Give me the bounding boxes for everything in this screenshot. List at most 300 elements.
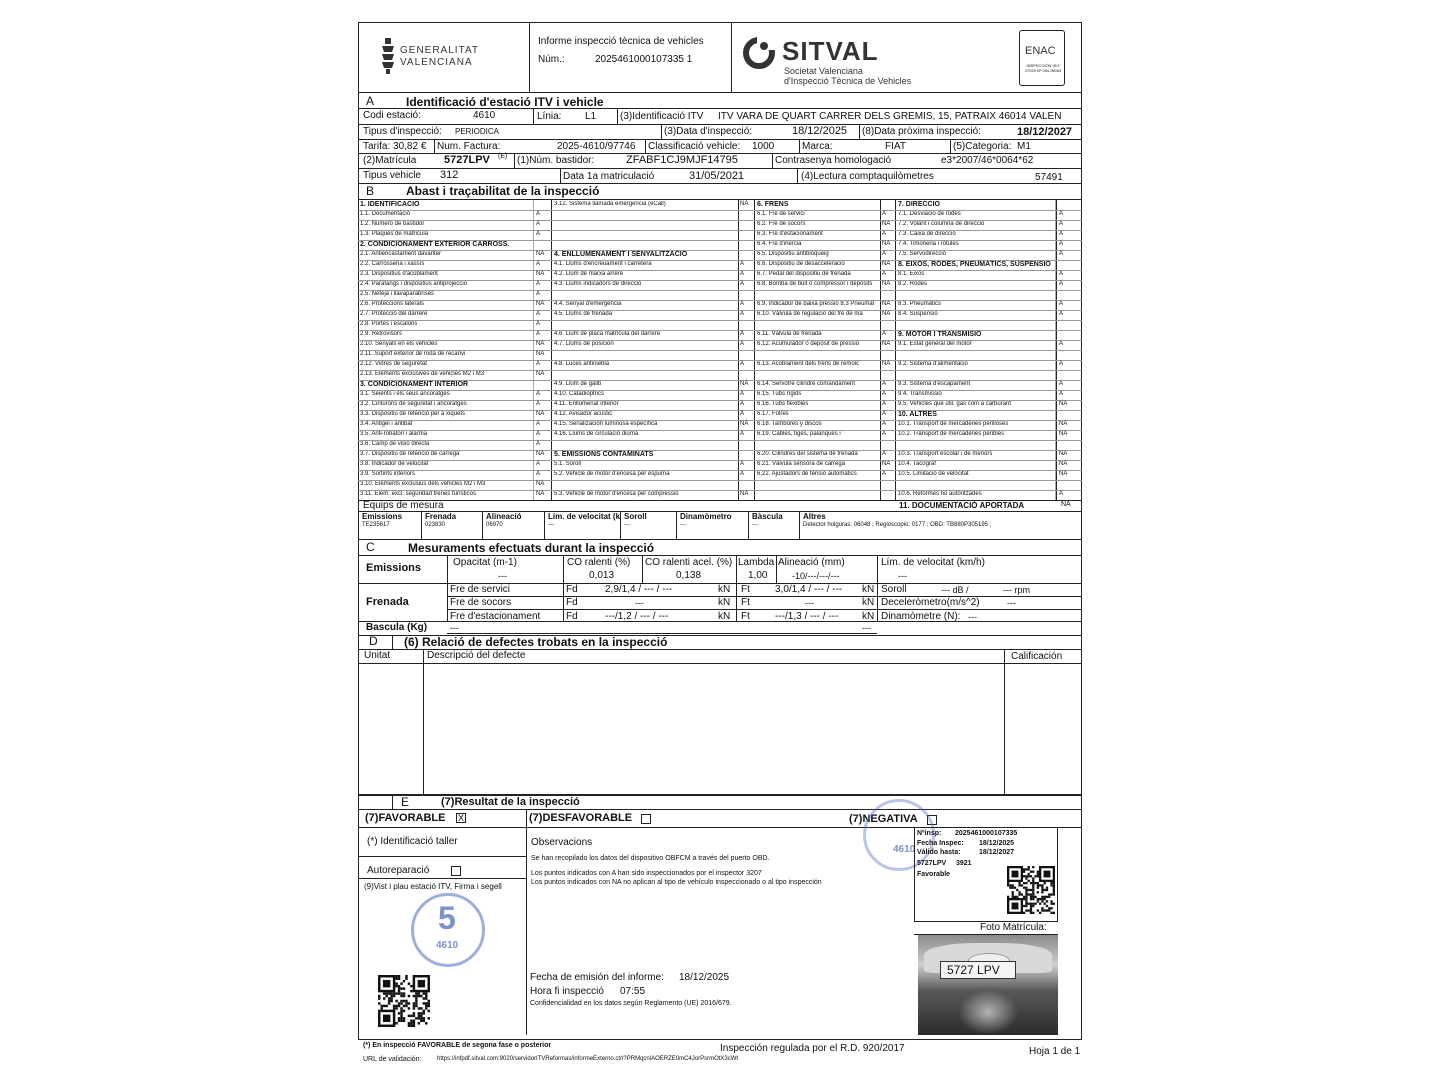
inspection-item: 7.3. Caixa de direcció	[898, 231, 956, 237]
section-c-letter: C	[366, 540, 375, 554]
bascula-label: Bascula (Kg)	[366, 622, 428, 633]
comptaquilometres-label: (4)Lectura comptaquilòmetres	[801, 171, 934, 182]
contrasenya-value: e3*2007/46*0064*62	[941, 155, 1034, 166]
inspection-item-result: NA	[882, 241, 891, 247]
confidencialidad: Confidencialidad en los datos según Reglamento (UE) 2016/679.	[530, 1000, 732, 1007]
co-ralenti-acel-value: 0,138	[676, 570, 702, 581]
inspection-item: 1. IDENTIFICACIÓ	[360, 201, 420, 208]
section-e-letter: E	[401, 795, 410, 809]
co-ralenti-value: 0,013	[589, 570, 615, 581]
sitval-logo	[742, 36, 776, 75]
inspection-item: 2.13. Elements exclusives de vehicles M2 i M3	[360, 371, 485, 377]
lambda-label: Lambda	[738, 557, 775, 568]
inspection-item-result: A	[1059, 281, 1064, 287]
inspection-item-result: NA	[882, 361, 891, 367]
inspection-item: 3.9. Sortints interiors	[360, 471, 416, 477]
inspection-item-result: A	[740, 311, 745, 317]
inspection-item: 4.15. Señalización luminosa específica	[554, 421, 658, 427]
inspection-item-result: A	[536, 461, 541, 467]
gov-name-line2: VALENCIANA	[400, 57, 473, 68]
report-num-label: Núm.:	[538, 54, 565, 65]
inspection-item-result: A	[1059, 381, 1064, 387]
section-c-title: Mesuraments efectuats durant la inspecció	[408, 541, 655, 555]
stamp-code: 4610	[436, 940, 459, 951]
inspection-item: 4.3. Llums indicadors de direcció	[554, 281, 642, 287]
inspection-item-result: A	[536, 261, 541, 267]
inspection-item: 6.14. Servofre cilindre comandament	[757, 381, 856, 387]
defects-list-area	[358, 663, 1082, 795]
marca-value: FIAT	[885, 141, 906, 152]
inspection-item-result: NA	[536, 301, 545, 307]
equips-row: Emissions TE235617 Frenada 023830 Alineació 06970 Lím. de velocitat (k --- Soroll --- Dinamòmetro --- Bàscula --- Altres Detector holguras: 06048 ; Regloscopio: 0177 ; OBD: TB880P305195 ;	[358, 511, 1082, 539]
inspection-item-result: A	[536, 331, 541, 337]
bastidor-label: (1)Núm. bastidor:	[517, 155, 595, 166]
inspection-item: 8.4. Suspensió	[898, 311, 938, 317]
inspection-item-result: A	[882, 231, 887, 237]
inspection-item: 4.8. Luces antiniebla	[554, 361, 610, 367]
inspection-item: 3.6. Camp de visió directa	[360, 441, 430, 447]
inspection-item: 4. ENLLUMENAMENT I SENYALITZACIÓ	[554, 251, 688, 258]
gov-crest-icon	[380, 38, 396, 74]
inspection-item: 2.3. Dispositius d'acoblament	[360, 271, 438, 277]
inspection-item-result: NA	[1059, 461, 1068, 467]
frenada-label: Frenada	[366, 596, 409, 608]
inspection-item: 4.2. Llum de marxa arrere	[554, 271, 624, 277]
inspection-item-result: A	[1059, 341, 1064, 347]
num-factura-label: Num. Factura:	[437, 141, 501, 152]
inspection-item: 2.7. Protecció del darrere	[360, 311, 428, 317]
inspection-item: 4.1. Llums d'encreuament i carretera	[554, 261, 652, 267]
section-e-title: (7)Resultat de la inspecció	[441, 796, 580, 808]
inspection-item: 6.10. Vàlvula de regulació del fre de mà	[757, 311, 863, 317]
tipus-vehicle-label: Tipus vehicle	[363, 170, 421, 181]
opacitat-value: ---	[498, 571, 507, 581]
inspection-item: 10.1. Transport de mercaderies perilloses	[898, 421, 1009, 427]
favorable-checkbox[interactable]: X	[457, 813, 464, 823]
foto-matricula-label: Foto Matrícula:	[980, 922, 1047, 933]
inspection-item: 5. EMISSIONS CONTAMINATS	[554, 451, 654, 458]
inspection-item-result: A	[882, 391, 887, 397]
num-factura-value: 2025-4610/97746	[557, 141, 636, 152]
inspection-item-result: A	[740, 391, 745, 397]
doc-aportada-value: NA	[1061, 501, 1071, 508]
inspection-item: 10. ALTRES	[898, 411, 937, 418]
section-a-title: Identificació d'estació ITV i vehicle	[406, 95, 604, 109]
identificacio-itv-value: ITV VARA DE QUART CARRER DELS GREMIS, 15, PATRAIX 46014 VALEN	[718, 111, 1062, 122]
inspection-item: 6.12. Acumulador o depòsit de pressió	[757, 341, 860, 347]
enac-badge	[1019, 30, 1065, 86]
license-plate-text: 5727 LPV	[947, 963, 1000, 977]
observacio-2: Los puntos indicados con A han sido inspeccionados por el inspector 3207	[531, 870, 762, 877]
inspection-item-result: A	[740, 301, 745, 307]
identificacio-taller: (*) Identificació taller	[367, 836, 458, 847]
inspection-item: 6.19. Cables, tiges, palanques i	[757, 431, 841, 437]
inspection-item-result: A	[536, 291, 541, 297]
data-proxima-value: 18/12/2027	[1017, 126, 1073, 138]
inspection-item: 6.20. Cilindres del sistema de frenada	[757, 451, 858, 457]
inspection-item-result: A	[740, 331, 745, 337]
inspection-item-result: A	[882, 401, 887, 407]
inspection-item-result: A	[740, 341, 745, 347]
inspection-item-result: A	[740, 401, 745, 407]
inspection-item-result: A	[882, 251, 887, 257]
inspection-item: 7.1. Desviació de rodes	[898, 211, 961, 217]
inspection-item: 6. FRENS	[757, 201, 789, 208]
tipus-inspeccio-value: PERIODICA	[455, 127, 500, 136]
co-ralenti-acel-label: CO ralenti acel. (%)	[645, 557, 733, 568]
tipus-inspeccio-label: Tipus d'inspecció:	[363, 126, 442, 137]
inspection-item: 6.18. Tambores y discos	[757, 421, 822, 427]
fecha-emision-value: 18/12/2025	[679, 972, 730, 983]
inspection-item: 5.2. Vehicle de motor d'encesa per espurna	[554, 471, 670, 477]
inspection-item-result: A	[882, 431, 887, 437]
data-matriculacio-value: 31/05/2021	[689, 170, 745, 182]
classificacio-label: Classificació vehicle:	[648, 141, 741, 152]
inspection-item: 9.2. Sistema d'alimentació	[898, 361, 968, 367]
inspection-item-result: A	[740, 361, 745, 367]
inspection-item-result: A	[882, 271, 887, 277]
qr-code-icon	[378, 975, 430, 1027]
inspection-item-result: A	[536, 401, 541, 407]
inspection-item-result: NA	[882, 341, 891, 347]
tipus-vehicle-value: 312	[440, 169, 459, 181]
inspection-item: 9.4. Transmissió	[898, 391, 942, 397]
license-plate	[940, 961, 1016, 979]
inspection-item-result: A	[1059, 241, 1064, 247]
inspection-item-result: A	[740, 281, 745, 287]
codi-estacio-label: Codi estació:	[363, 110, 421, 121]
inspection-item-result: A	[536, 231, 541, 237]
inspection-item: 1.2. Número de bastidor	[360, 221, 425, 227]
inspection-item-result: A	[536, 471, 541, 477]
inspection-item: 10.3. Transport escolar i de menors	[898, 451, 993, 457]
inspection-item-result: NA	[536, 451, 545, 457]
alineacio-value: -10/---/---/---	[792, 571, 840, 581]
section-b-title: Abast i traçabilitat de la inspecció	[406, 184, 600, 198]
inspection-item: 2. CONDICIONAMENT EXTERIOR CARROSS.	[360, 241, 510, 248]
observacions-title: Observacions	[531, 837, 593, 848]
inspection-item-result: NA	[882, 261, 891, 267]
inspection-item-result: A	[882, 471, 887, 477]
stamp-number: 5	[438, 900, 456, 936]
sitval-name: SITVAL	[782, 36, 879, 66]
inspection-item-result: NA	[536, 481, 545, 487]
section-d-letter: D	[369, 634, 378, 648]
inspection-item: 8.2. Rodes	[898, 281, 928, 287]
enac-logo-text: ENAC	[1025, 45, 1056, 57]
lim-velocitat-label: Lím. de velocitat (km/h)	[881, 557, 985, 568]
inspection-item: 2.2. Carrosseria i xassís	[360, 261, 425, 267]
matricula-label: (2)Matrícula	[363, 155, 417, 166]
inspection-item-result: A	[536, 311, 541, 317]
inspection-item: 4.5. Llums de frenada	[554, 311, 613, 317]
gov-name-line1: GENERALITAT	[400, 45, 479, 56]
inspection-item: 8.1. Eixos	[898, 271, 925, 277]
gov-logo	[380, 38, 396, 74]
inspection-item-result: NA	[740, 491, 749, 497]
inspection-item: 2.12. Vidres de seguretat	[360, 361, 427, 367]
data-proxima-label: (8)Data pròxima inspecció:	[862, 126, 981, 137]
contrasenya-label: Contrasenya homologació	[775, 155, 892, 166]
inspection-item-result: A	[882, 421, 887, 427]
inspection-item-result: A	[536, 281, 541, 287]
inspection-item-result: NA	[536, 351, 545, 357]
inspection-item: 6.8. Bomba de buit o compressor i depòsits	[757, 281, 873, 287]
inspection-item: 3.8. Indicador de velocitat	[360, 461, 429, 467]
col-calificacion: Calificación	[1011, 651, 1063, 662]
inspection-item: 6.15. Tubs rígids	[757, 391, 802, 397]
stamp-code-right: 4610	[893, 844, 916, 855]
inspection-item-result: NA	[882, 301, 891, 307]
inspection-item-result: A	[740, 471, 745, 477]
inspection-item: 4.4. Senyal d'emergència	[554, 301, 622, 307]
inspection-item-result: A	[882, 211, 887, 217]
inspection-item-result: A	[536, 421, 541, 427]
identificacio-itv-label: (3)Identificació ITV	[620, 111, 704, 122]
categoria-value: M1	[1017, 141, 1031, 152]
sitval-ring-icon	[742, 36, 776, 70]
inspection-item: 6.13. Acoblament dels frens de remolc	[757, 361, 860, 367]
matricula-value: 5727LPV	[444, 154, 490, 166]
inspection-item-result: NA	[740, 201, 749, 207]
inspection-item: 6.1. Fre de servici	[757, 211, 805, 217]
inspection-item-result: NA	[536, 251, 545, 257]
inspection-item: 10.5. Limitació de velocitat	[898, 471, 969, 477]
section-a-letter: A	[366, 94, 375, 108]
inspection-item-result: A	[1059, 311, 1064, 317]
inspection-item: 3.11. Elem. excl. seguridad trenes turísticos	[360, 491, 476, 497]
inspection-item-result: NA	[882, 311, 891, 317]
data-matriculacio-label: Data 1a matriculació	[563, 171, 655, 182]
linia-label: Línia:	[537, 111, 562, 122]
codi-estacio-value: 4610	[473, 110, 496, 121]
inspection-item-result: NA	[882, 221, 891, 227]
inspection-item: 6.6. Dispositiu de desacceleració	[757, 261, 845, 267]
inspection-item-result: A	[882, 381, 887, 387]
inspection-item-result: A	[536, 211, 541, 217]
inspection-item: 6.4. Fre d'inèrcia	[757, 241, 802, 247]
inspection-item: 3.2. Cinturons de seguretat i ancoratges	[360, 401, 467, 407]
qr-code-left	[378, 975, 430, 1027]
inspection-item: 9.3. Sistema d'escapament	[898, 381, 971, 387]
inspection-item: 8. EIXOS, RODES, PNEUMÀTICS, SUSPENSIÓ	[898, 261, 1051, 268]
col-unitat: Unitat	[364, 650, 391, 661]
matricula-e-mark: (E)	[498, 153, 508, 160]
inspection-item: 7.4. Timoneria i ròtules	[898, 241, 959, 247]
observacio-3: Los puntos indicados con NA no aplican al tipo de vehículo inspeccionado o al tipo inspección	[531, 879, 822, 886]
qr-code-icon	[1007, 866, 1055, 914]
inspection-item-result: NA	[740, 381, 749, 387]
inspection-item-result: A	[1059, 361, 1064, 367]
inspection-item-result: NA	[536, 411, 545, 417]
inspection-item-result: NA	[882, 461, 891, 467]
inspection-item: 8.3. Pneumàtics	[898, 301, 942, 307]
footer-note: (*) En inspecció FAVORABLE de segona fase o posterior	[363, 1042, 552, 1049]
inspection-item-result: A	[536, 321, 541, 327]
report-title: Informe inspecció tècnica de vehicles	[538, 36, 704, 47]
inspection-item-result: A	[1059, 301, 1064, 307]
fecha-emision-label: Fecha de emisión del informe:	[530, 972, 664, 983]
bastidor-value: ZFABF1CJ9MJF14795	[626, 154, 738, 166]
inspection-item-result: NA	[1059, 431, 1068, 437]
station-stamp	[411, 893, 485, 967]
inspection-item: 4.10. Catadiòptrics	[554, 391, 605, 397]
inspection-item-result: NA	[536, 371, 545, 377]
inspection-item: 1.1. Documentació	[360, 211, 411, 217]
inspection-item: 6.7. Pedal del dispositiu de frenada	[757, 271, 851, 277]
inspection-item-result: A	[740, 431, 745, 437]
inspection-item: 4.11. Enllumenat interior	[554, 401, 619, 407]
inspection-item: 3.5. Anti-robatori i alarma	[360, 431, 428, 437]
inspection-item-result: A	[536, 431, 541, 437]
inspection-item-result: NA	[882, 281, 891, 287]
inspection-item-result: A	[882, 331, 887, 337]
hora-fi-value: 07:55	[620, 986, 646, 997]
inspection-item: 3.12. Sistema llamada emergencia (eCall)	[554, 201, 666, 207]
alineacio-label: Alineació (mm)	[778, 557, 845, 568]
report-num-value: 2025461000107335 1	[595, 54, 693, 65]
footer-url-label: URL de validación:	[363, 1056, 422, 1063]
inspection-item: 2.1. Antiencastament davanter	[360, 251, 442, 257]
bascula-value-2: ---	[862, 623, 871, 633]
inspection-item-result: NA	[740, 421, 749, 427]
bascula-value: ---	[450, 623, 459, 633]
inspection-item-result: NA	[536, 271, 545, 277]
inspection-item-result: NA	[1059, 451, 1068, 457]
inspection-item: 5.1. Soroll	[554, 461, 582, 467]
inspection-scope-grid	[358, 200, 1082, 500]
inspection-item: 6.3. Fre d'estacionament	[757, 231, 823, 237]
inspection-item: 10.2. Transport de mercaderies peribles	[898, 431, 1005, 437]
col-descripcio: Descripció del defecte	[427, 650, 526, 661]
inspection-item: 4.16. Llums de circulació diürna	[554, 431, 639, 437]
inspection-item-result: A	[740, 261, 745, 267]
desfavorable-label: (7)DESFAVORABLE	[529, 812, 633, 824]
inspection-item: 6.16. Tubs flexibles	[757, 401, 809, 407]
inspection-item: 2.5. Neteja i llavaparabrises	[360, 291, 435, 297]
doc-aportada-label: 11. DOCUMENTACIÓ APORTADA	[899, 501, 1025, 510]
inspection-item: 1.3. Plaques de matrícula	[360, 231, 429, 237]
observacio-1: Se han recopilado los datos del dispositivo OBFCM a través del puerto OBD.	[531, 855, 770, 862]
inspection-item: 9.1. Estat general del motor	[898, 341, 972, 347]
inspection-item: 10.4. Tacògraf	[898, 461, 936, 467]
inspection-item: 2.4. Parafangs i dispositius antiprojecció	[360, 281, 468, 287]
inspection-item-result: A	[536, 221, 541, 227]
negativa-label: (7)NEGATIVA	[849, 813, 918, 825]
hora-fi-label: Hora fi inspecció	[530, 986, 604, 997]
co-ralenti-label: CO ralenti (%)	[567, 557, 631, 568]
inspection-item-result: A	[1059, 271, 1064, 277]
inspection-item: 6.22. Ajustadors de tensió automàtics	[757, 471, 857, 477]
inspection-item-result: A	[536, 361, 541, 367]
inspection-item-result: A	[1059, 231, 1064, 237]
opacitat-label: Opacitat (m-1)	[453, 557, 517, 568]
tarifa: Tarifa: 30,82 €	[363, 141, 427, 152]
equips-title: Equips de mesura	[363, 500, 444, 511]
linia-value: L1	[585, 111, 597, 122]
footer-url[interactable]: https://infpdf.sitval.com:9020/servidorITVReformas/informeExterno.ctrl?PRMqcnlAOERZE0mC4JorPsrmOtX3cWt	[437, 1056, 739, 1062]
inspection-item-result: NA	[1059, 471, 1068, 477]
inspection-item: 3.7. Dispositiu de retenció de càrrega	[360, 451, 460, 457]
inspection-item-result: A	[536, 441, 541, 447]
inspection-item-result: A	[1059, 221, 1064, 227]
categoria-label: (5)Categoria:	[953, 141, 1012, 152]
inspection-item: 6.21. Vàlvula sensora de càrrega	[757, 461, 846, 467]
inspection-item: 2.10. Senyals en els vehicles	[360, 341, 438, 347]
autoreparacio-label: Autoreparació	[367, 865, 430, 876]
inspection-item-result: NA	[1059, 421, 1068, 427]
inspection-item-result: A	[1059, 251, 1064, 257]
inspection-item: 7.5. Servodirecció	[898, 251, 947, 257]
inspection-item: 6.11. Vàlvula de frenada	[757, 331, 822, 337]
inspection-item: 2.11. Suport exterior de roda de recanvi	[360, 351, 466, 357]
qr-code-sticker	[1007, 866, 1055, 914]
inspection-item: 3. CONDICIONAMENT INTERIOR	[360, 381, 469, 388]
inspection-item: 3.4. Antigel i antibaf	[360, 421, 413, 427]
inspection-item-result: A	[882, 451, 887, 457]
desfavorable-checkbox[interactable]	[641, 814, 651, 824]
inspection-item: 5.3. Vehicle de motor d'encesa per compressió	[554, 491, 679, 497]
inspection-item: 3.1. Seients i els seus ancoratges	[360, 391, 450, 397]
inspection-item: 6.5. Dispositiu antibloqueig	[757, 251, 829, 257]
inspection-item-result: A	[1059, 211, 1064, 217]
data-inspeccio-value: 18/12/2025	[792, 125, 848, 137]
inspection-item-result: A	[1059, 491, 1064, 497]
sitval-subtitle-2: d'Inspecció Tècnica de Vehicles	[784, 76, 912, 86]
classificacio-value: 1000	[752, 141, 775, 152]
inspection-item: 4.7. Llums de posición	[554, 341, 614, 347]
inspection-item: 4.12. Avisador acústic	[554, 411, 613, 417]
enac-subtext: INSPECCIÓN ISO 17020 Nº 05/I-IN054	[1024, 63, 1062, 73]
inspection-item: 6.17. Folres	[757, 411, 789, 417]
inspection-item: 3.3. Dispositiu de retenció per a xiquets	[360, 411, 466, 417]
inspection-item-result: NA	[536, 491, 545, 497]
inspection-item: 6.9. Indicador de baixa pressió 8.3 Pneumàt	[757, 301, 875, 307]
data-inspeccio-label: (3)Data d'inspecció:	[664, 126, 753, 137]
inspection-item: 4.6. Llum de placa matrícula del darrere	[554, 331, 661, 337]
license-plate-photo	[918, 935, 1058, 1035]
inspection-item-result: NA	[1059, 401, 1068, 407]
footer-hoja: Hoja 1 de 1	[1029, 1046, 1081, 1057]
inspection-item-result: A	[740, 461, 745, 467]
lambda-value: 1,00	[748, 570, 768, 581]
inspection-item: 9. MOTOR I TRANSMISIÓ	[898, 331, 982, 338]
inspection-item: 3.10. Elements exclusius dels vehicles M2 i M3	[360, 481, 486, 487]
footer-regulada: Inspección regulada por el R.D. 920/2017	[720, 1043, 905, 1054]
inspection-item: 10.6. Reformes no autoritzades	[898, 491, 982, 497]
section-b-letter: B	[366, 184, 375, 198]
inspection-item-result: A	[536, 391, 541, 397]
marca-label: Marca:	[802, 141, 833, 152]
section-d-title: (6) Relació de defectes trobats en la inspecció	[404, 635, 668, 649]
inspection-item: 2.6. Proteccions laterals	[360, 301, 425, 307]
inspection-item-result: NA	[536, 341, 545, 347]
inspection-item: 4.9. Llum de gàlib	[554, 381, 602, 387]
comptaquilometres-value: 57491	[1035, 172, 1063, 183]
inspection-item-result: A	[1059, 391, 1064, 397]
inspection-item: 9.5. Vehicles què util. gas com a carburant	[898, 401, 1012, 407]
validation-sticker: Nºinsp: 2025461000107335 Fecha Inspec: 18/12/2025 Válido hasta: 18/12/2027 5727LPV 3921 Favorable	[914, 827, 1058, 922]
inspection-item: 6.2. Fre de socors	[757, 221, 806, 227]
vist-i-plau: (9)Vist i plau estació ITV, Firma i segell	[364, 882, 502, 891]
autoreparacio-checkbox[interactable]	[451, 866, 461, 876]
sitval-subtitle-1: Societat Valenciana	[784, 66, 863, 76]
inspection-item-result: A	[740, 271, 745, 277]
emissions-label: Emissions	[366, 562, 422, 574]
favorable-label: (7)FAVORABLE	[365, 812, 446, 824]
inspection-item: 7. DIRECCIÓ	[898, 201, 941, 208]
inspection-item: 2.8. Portes i escalons	[360, 321, 418, 327]
